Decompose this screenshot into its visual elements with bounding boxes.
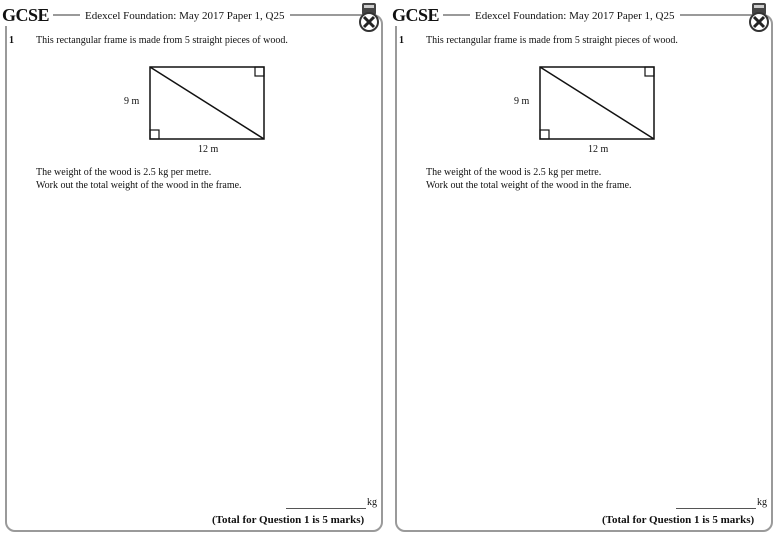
bottom-length-label: 12 m	[588, 144, 609, 155]
right-angle-marker-bottom	[540, 130, 549, 139]
task-line: Work out the total weight of the wood in the frame.	[426, 180, 632, 191]
task-line: Work out the total weight of the wood in the frame.	[36, 180, 242, 191]
bottom-length-label: 12 m	[198, 144, 219, 155]
total-marks: (Total for Question 1 is 5 marks)	[212, 514, 365, 526]
gcse-logo: GCSE	[392, 4, 443, 26]
rectangle-diagram	[120, 62, 280, 162]
answer-line[interactable]	[676, 508, 756, 509]
gcse-logo: GCSE	[2, 4, 53, 26]
answer-unit: kg	[367, 497, 377, 508]
right-angle-marker-top	[255, 67, 264, 76]
worksheet-right	[390, 0, 780, 540]
paper-source-title: Edexcel Foundation: May 2017 Paper 1, Q25	[80, 8, 290, 24]
no-calculator-icon	[357, 2, 381, 32]
answer-unit: kg	[757, 497, 767, 508]
question-number: 1	[399, 35, 404, 46]
frame-diagonal	[540, 67, 654, 139]
right-angle-marker-bottom	[150, 130, 159, 139]
paper-source-title: Edexcel Foundation: May 2017 Paper 1, Q25	[470, 8, 680, 24]
right-angle-marker-top	[645, 67, 654, 76]
question-prompt: This rectangular frame is made from 5 straight pieces of wood.	[426, 35, 678, 46]
question-number: 1	[9, 35, 14, 46]
rectangle-diagram	[510, 62, 670, 162]
side-length-label: 9 m	[124, 96, 140, 107]
no-calculator-icon	[747, 2, 771, 32]
info-line: The weight of the wood is 2.5 kg per metre.	[426, 167, 602, 178]
info-line: The weight of the wood is 2.5 kg per metre.	[36, 167, 212, 178]
total-marks: (Total for Question 1 is 5 marks)	[602, 514, 755, 526]
side-length-label: 9 m	[514, 96, 530, 107]
answer-line[interactable]	[286, 508, 366, 509]
question-prompt: This rectangular frame is made from 5 straight pieces of wood.	[36, 35, 288, 46]
frame-diagonal	[150, 67, 264, 139]
